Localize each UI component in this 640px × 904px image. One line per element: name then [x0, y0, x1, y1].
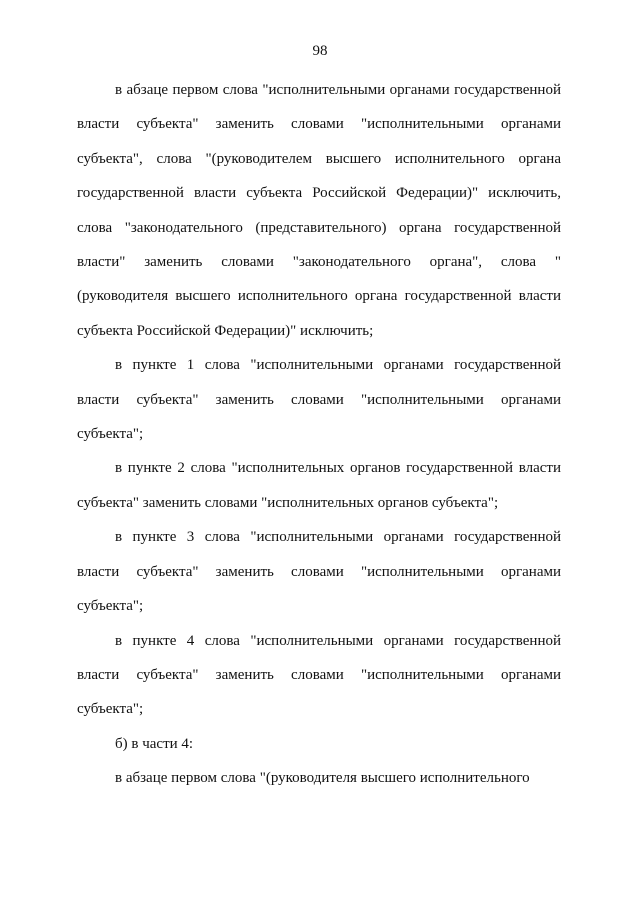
paragraph-part-4-heading: б) в части 4:	[115, 735, 194, 752]
paragraph-point-4: в пункте 4 слова "исполнительными органами государственной власти субъекта" заменить словами "исполнительными органами субъекта";	[77, 632, 561, 718]
paragraph-point-2: в пункте 2 слова "исполнительных органов государственной власти субъекта" заменить словами "исполнительных органов субъекта";	[77, 460, 561, 511]
paragraph-intro-amendment: в абзаце первом слова "исполнительными органами государственной власти субъекта" заменить словами "исполнительными органами субъекта", слова "(руководителем высшего исполнительного органа государственной власти субъекта Российской Федерации)" исключить, слова "законодательного (представительного) органа государственной власти" заменить словами "законодательного органа", слова "(руководителя высшего исполнительного органа государственной власти субъекта Российской Федерации)" исключить;	[77, 82, 561, 339]
paragraph-point-3: в пункте 3 слова "исполнительными органами государственной власти субъекта" заменить словами "исполнительными органами субъекта";	[77, 529, 561, 615]
document-body	[77, 73, 561, 796]
paragraph-part-4-first: в абзаце первом слова "(руководителя высшего исполнительного	[115, 770, 530, 787]
paragraph-point-1: в пункте 1 слова "исполнительными органами государственной власти субъекта" заменить словами "исполнительными органами субъекта";	[77, 357, 561, 443]
page-number: 98	[312, 43, 328, 59]
